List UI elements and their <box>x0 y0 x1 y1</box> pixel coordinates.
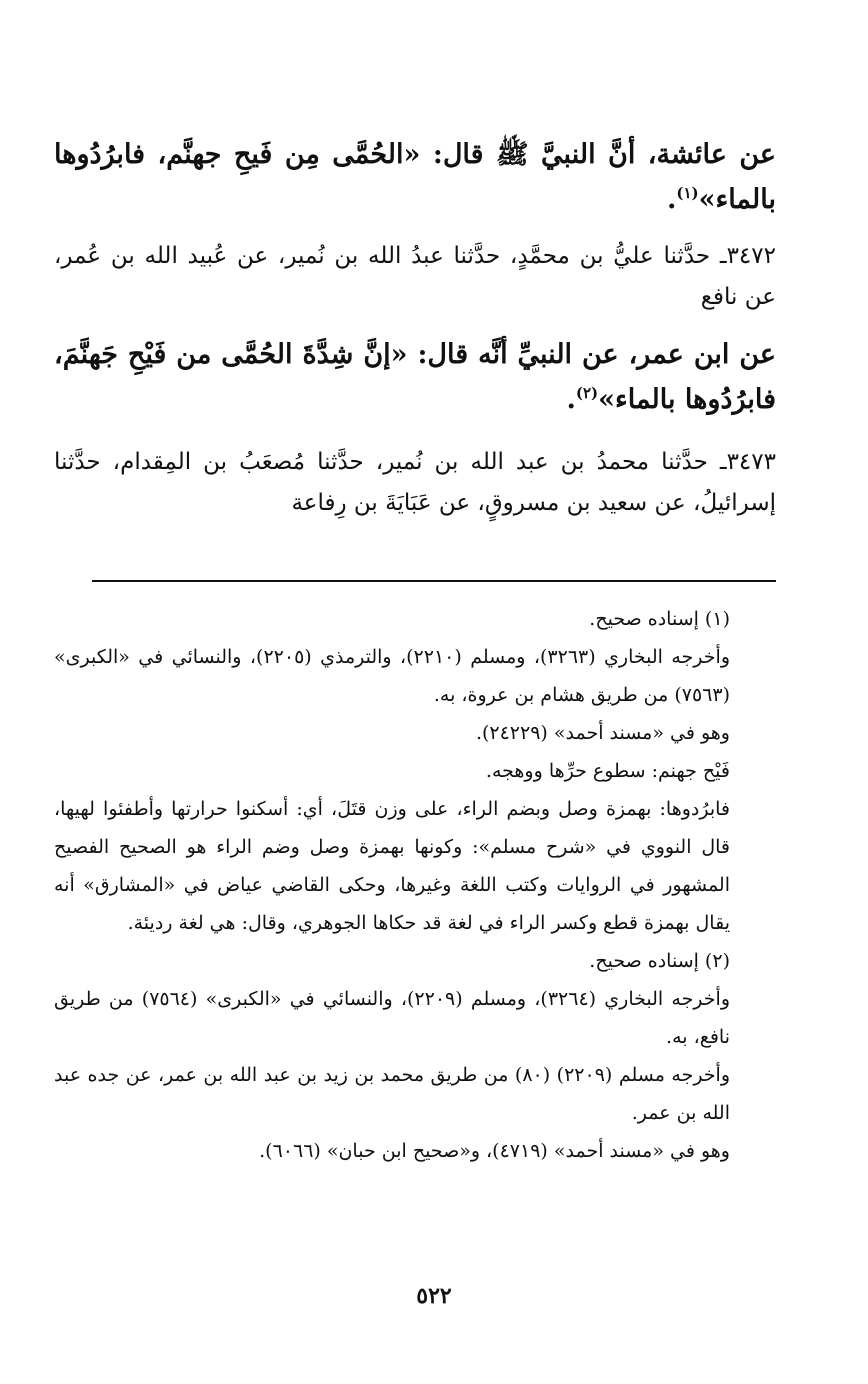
hadith-isnad-3473: ٣٤٧٣ـ حدَّثنا محمدُ بن عبد الله بن نُمير، حدَّثنا مُصعَبُ بن المِقدام، حدَّثنا إسرائيلُ، عن سعيد بن مسروقٍ، عن عَبَايَةَ بن رِفاعة <box>54 449 776 516</box>
footnote-1-musnad: وهو في «مسند أحمد» (٢٤٢٢٩). <box>475 722 730 744</box>
footnote-2-takhrij: وأخرجه البخاري (٣٢٦٤)، ومسلم (٢٢٠٩)، والنسائي في «الكبرى» (٧٥٦٤) من طريق نافع، به. <box>54 988 730 1048</box>
footnote-1-heading: (١) إسناده صحيح. <box>589 608 730 630</box>
footnote-1-takhrij: وأخرجه البخاري (٣٢٦٣)، ومسلم (٢٢١٠)، والترمذي (٢٢٠٥)، والنسائي في «الكبرى» (٧٥٦٣) من طريق هشام بن عروة، به. <box>54 646 730 706</box>
footnotes-section <box>54 600 776 1170</box>
page-number: ٥٢٢ <box>416 1283 452 1309</box>
footnote-1-gloss-fayh: فَيْح جهنم: سطوع حرِّها ووهجه. <box>485 760 730 782</box>
hadith-text: عن عائشة، أنَّ النبيَّ ﷺ قال: «الحُمَّى مِن فَيحِ جهنَّم، فابرُدُوها بالماء» <box>54 139 776 215</box>
footnote-separator <box>92 580 776 582</box>
hadith-matn-ibn-umar <box>54 332 776 422</box>
hadith-matn-aisha <box>54 132 776 222</box>
footnote-ref-2[interactable]: (٢) <box>575 384 599 402</box>
footnote-1-gloss-ibruduha: فابرُدوها: بهمزة وصل وبضم الراء، على وزن قتَلَ، أي: أسكنوا حرارتها وأطفئوا لهيها، قال النووي في «شرح مسلم»: وكونها بهمزة وصل وضم الراء هو الصحيح الفصيح المشهور في الروايات وكتب اللغة وغيرها، وحكى القاضي عياض في «المشارق» أنه يقال بهمزة قطع وكسر الراء في لغة قد حكاها الجوهري، وقال: هي لغة رديئة. <box>54 798 730 934</box>
hadith-isnad-3472: ٣٤٧٢ـ حدَّثنا عليُّ بن محمَّدٍ، حدَّثنا عبدُ الله بن نُمير، عن عُبيد الله بن عُمر، عن نافع <box>54 243 776 310</box>
hadith-text: عن ابن عمر، عن النبيِّ أنَّه قال: «إنَّ شِدَّةَ الحُمَّى من فَيْحِ جَهنَّمَ، فابرُدُوها بالماء» <box>54 339 776 415</box>
sentence-end: . <box>566 384 576 415</box>
sentence-end: . <box>666 184 677 215</box>
footnote-2-heading: (٢) إسناده صحيح. <box>589 950 730 972</box>
main-text <box>54 132 776 524</box>
footnote-2-muslim: وأخرجه مسلم (٢٢٠٩) (٨٠) من طريق محمد بن زيد بن عبد الله بن عمر، عن جده عبد الله بن عمر. <box>54 1064 730 1124</box>
footnote-2-musnad: وهو في «مسند أحمد» (٤٧١٩)، و«صحيح ابن حبان» (٦٠٦٦). <box>259 1140 730 1162</box>
footnote-ref-1[interactable]: (١) <box>676 184 699 202</box>
